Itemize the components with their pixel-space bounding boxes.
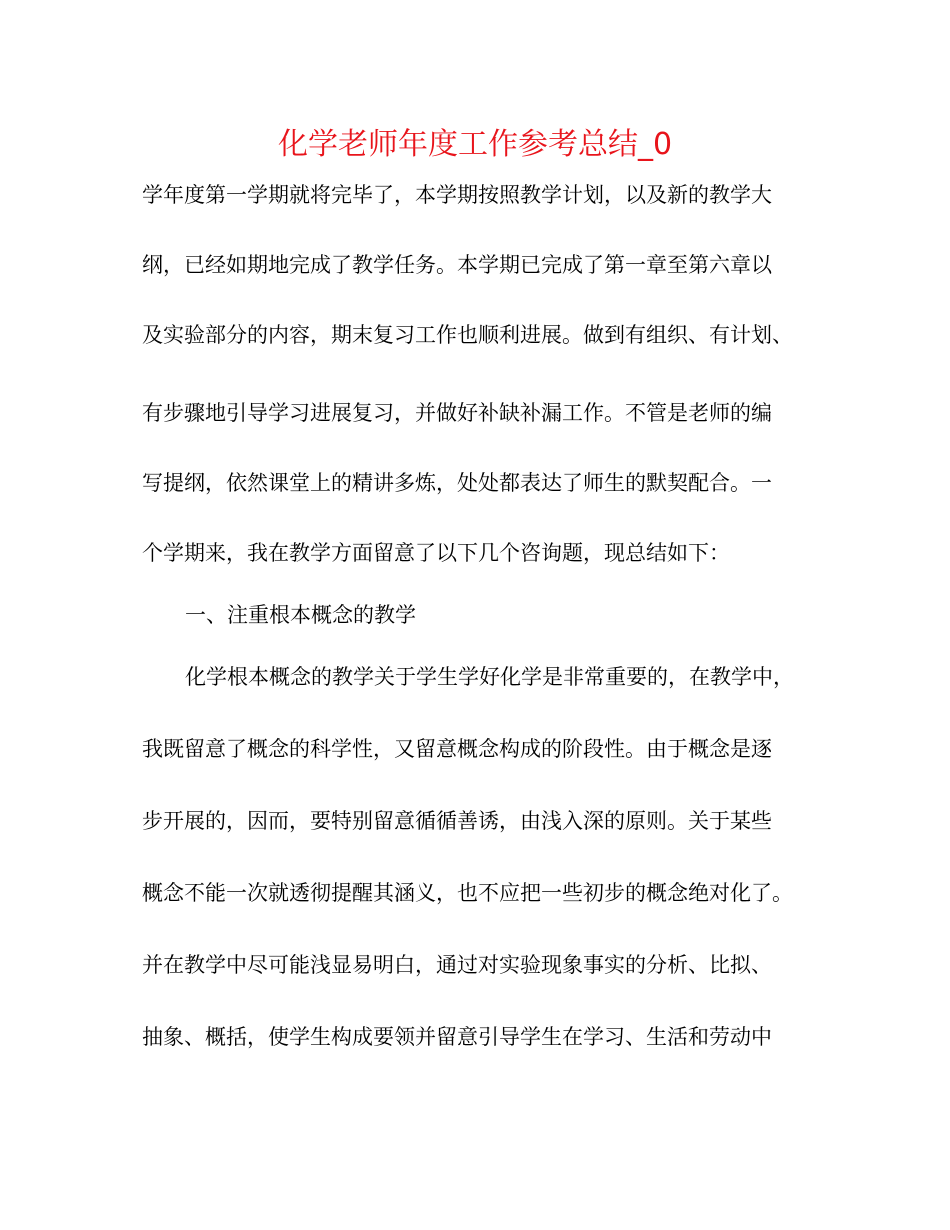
body-line: 及实验部分的内容，期末复习工作也顺利进展。做到有组织、有计划、 xyxy=(142,323,793,347)
body-line: 写提纲，依然课堂上的精讲多炼，处处都表达了师生的默契配合。一 xyxy=(142,471,772,495)
body-line: 个学期来，我在教学方面留意了以下几个咨询题，现总结如下： xyxy=(142,541,730,565)
body-line: 有步骤地引导学习进展复习，并做好补缺补漏工作。不管是老师的编 xyxy=(142,401,772,425)
body-line: 并在教学中尽可能浅显易明白，通过对实验现象事实的分析、比拟、 xyxy=(142,953,772,977)
section-heading: 一、注重根本概念的教学 xyxy=(185,603,416,627)
body-line: 我既留意了概念的科学性，又留意概念构成的阶段性。由于概念是逐 xyxy=(142,737,772,761)
body-line: 抽象、概括，使学生构成要领并留意引导学生在学习、生活和劳动中 xyxy=(142,1025,772,1049)
body-line: 化学根本概念的教学关于学生学好化学是非常重要的，在教学中， xyxy=(185,665,794,689)
document-title: 化学老师年度工作参考总结_0 xyxy=(277,127,673,162)
body-line: 概念不能一次就透彻提醒其涵义，也不应把一些初步的概念绝对化了。 xyxy=(142,881,793,905)
body-line: 步开展的，因而，要特别留意循循善诱，由浅入深的原则。关于某些 xyxy=(142,809,772,833)
body-line: 学年度第一学期就将完毕了，本学期按照教学计划，以及新的教学大 xyxy=(142,183,772,207)
body-line: 纲，已经如期地完成了教学任务。本学期已完成了第一章至第六章以 xyxy=(142,253,772,277)
